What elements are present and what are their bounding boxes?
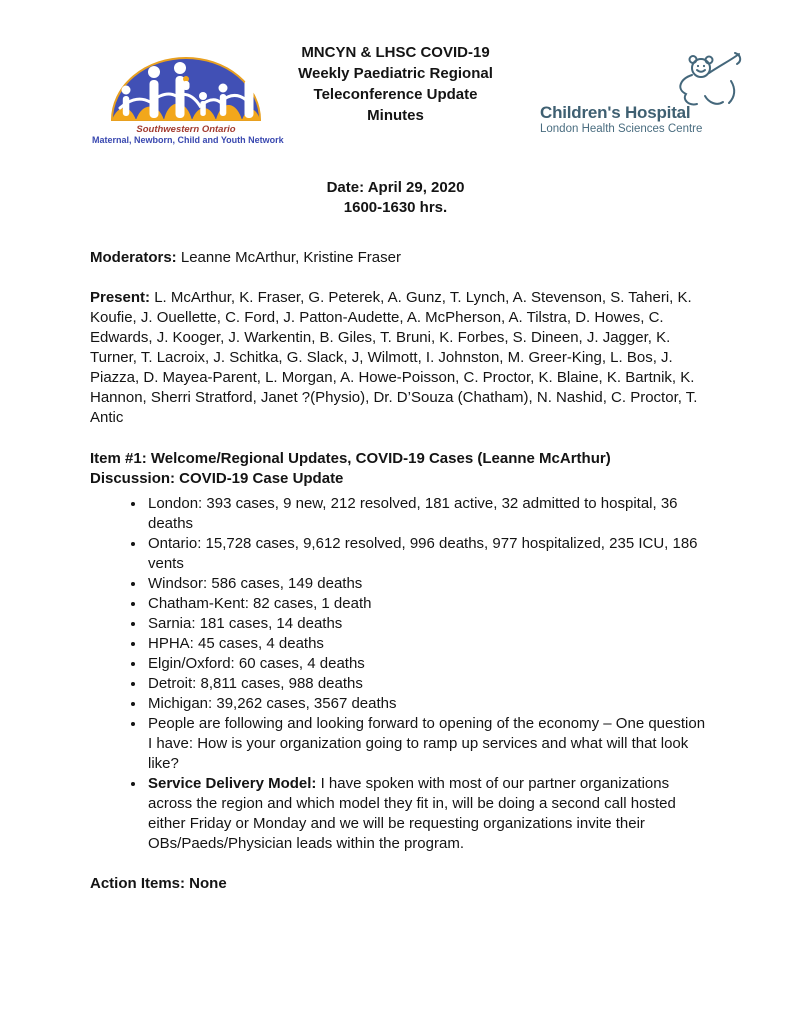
action-items-line xyxy=(90,874,707,894)
mncyn-family-dome-icon xyxy=(105,50,267,124)
moderators-line xyxy=(90,248,707,268)
bullet-windsor xyxy=(146,574,707,594)
childrens-hospital-subtitle: London Health Sciences Centre xyxy=(540,123,703,135)
present-paragraph xyxy=(90,288,707,428)
bullet-text: Detroit: 8,811 cases, 988 deaths xyxy=(148,675,363,692)
title-line-2: Weekly Paediatric Regional xyxy=(298,65,493,82)
bullet-text: Elgin/Oxford: 60 cases, 4 deaths xyxy=(148,655,365,672)
childrens-hospital-name: Children's Hospital xyxy=(540,103,691,122)
page-header xyxy=(0,0,791,152)
bullet-service-delivery-model xyxy=(146,774,707,854)
bullet-ontario xyxy=(146,534,707,574)
childrens-hospital-logo xyxy=(540,55,755,136)
date-block xyxy=(0,178,791,218)
moderators-names: Leanne McArthur, Kristine Fraser xyxy=(176,249,401,266)
moderators-label: Moderators: xyxy=(90,249,177,266)
covid-update-list xyxy=(90,494,707,854)
bullet-bold-lead: Service Delivery Model: xyxy=(148,775,317,792)
bullet-london xyxy=(146,494,707,534)
document-title xyxy=(298,42,493,126)
bullet-chatham-kent xyxy=(146,594,707,614)
item1-subheading: Discussion: COVID-19 Case Update xyxy=(90,470,344,487)
bullet-text: Windsor: 586 cases, 149 deaths xyxy=(148,575,363,592)
item1-heading: Item #1: Welcome/Regional Updates, COVID-19 Cases (Leanne McArthur) xyxy=(90,450,611,467)
bullet-text: HPHA: 45 cases, 4 deaths xyxy=(148,635,324,652)
document-body xyxy=(0,248,791,894)
present-names: L. McArthur, K. Fraser, G. Peterek, A. Gunz, T. Lynch, A. Stevenson, S. Taheri, K. Koufie, J. Ouellette, C. Ford, J. Patton-Audette, A. McPherson, A. Tilstra, D. Howes, C. Edwards, J. Kooger, J. Warkentin, B. Giles, T. Bruni, K. Forbes, S. Dineen, J. Jagger, K. Turner, T. Lacroix, J. Schitka, G. Slack, J, Wilmott, I. Johnston, M. Greer-King, L. Bos, J. Piazza, D. Mayea-Parent, L. Morgan, A. Howe-Poisson, C. Proctor, K. Blaine, K. Bartnik, K. Hannon, Sherri Stratford, Janet ?(Physio), Dr. D’Souza (Chatham), N. Nashid, C. Proctor, T. Antic xyxy=(90,289,698,426)
bullet-text: Michigan: 39,262 cases, 3567 deaths xyxy=(148,695,397,712)
teddy-bear-icon xyxy=(643,51,753,113)
meeting-time: 1600-1630 hrs. xyxy=(343,199,448,216)
meeting-date: Date: April 29, 2020 xyxy=(326,179,465,196)
bullet-elgin-oxford xyxy=(146,654,707,674)
title-line-4: Minutes xyxy=(367,107,424,124)
action-items-label: Action Items: xyxy=(90,875,186,892)
title-line-1: MNCYN & LHSC COVID-19 xyxy=(301,44,490,61)
title-line-3: Teleconference Update xyxy=(313,86,478,103)
present-label: Present: xyxy=(90,289,151,306)
bullet-hpha xyxy=(146,634,707,654)
bullet-text: Ontario: 15,728 cases, 9,612 resolved, 996 deaths, 977 hospitalized, 235 ICU, 186 vents xyxy=(148,535,698,572)
bullet-text: I have spoken with most of our partner organizations across the region and which model they fit in, will be doing a second call hosted either Friday or Monday and we will be requesting organizations invite their OBs/Paeds/Physician leads within the program. xyxy=(148,775,676,852)
action-items-value: None xyxy=(185,875,227,892)
bullet-text: London: 393 cases, 9 new, 212 resolved, 181 active, 32 admitted to hospital, 36 deaths xyxy=(148,495,678,532)
bullet-sarnia xyxy=(146,614,707,634)
mncyn-logo-region-text: Southwestern Ontario xyxy=(136,124,236,135)
bullet-michigan xyxy=(146,694,707,714)
bullet-text: Sarnia: 181 cases, 14 deaths xyxy=(148,615,343,632)
mncyn-logo xyxy=(92,50,284,146)
bullet-text: People are following and looking forward to opening of the economy – One question I have: How is your organization going to ramp up services and what will that look like? xyxy=(148,715,706,772)
bullet-economy-question xyxy=(146,714,707,774)
mncyn-logo-network-text: Maternal, Newborn, Child and Youth Network xyxy=(92,135,284,145)
bullet-text: Chatham-Kent: 82 cases, 1 death xyxy=(148,595,372,612)
bullet-detroit xyxy=(146,674,707,694)
